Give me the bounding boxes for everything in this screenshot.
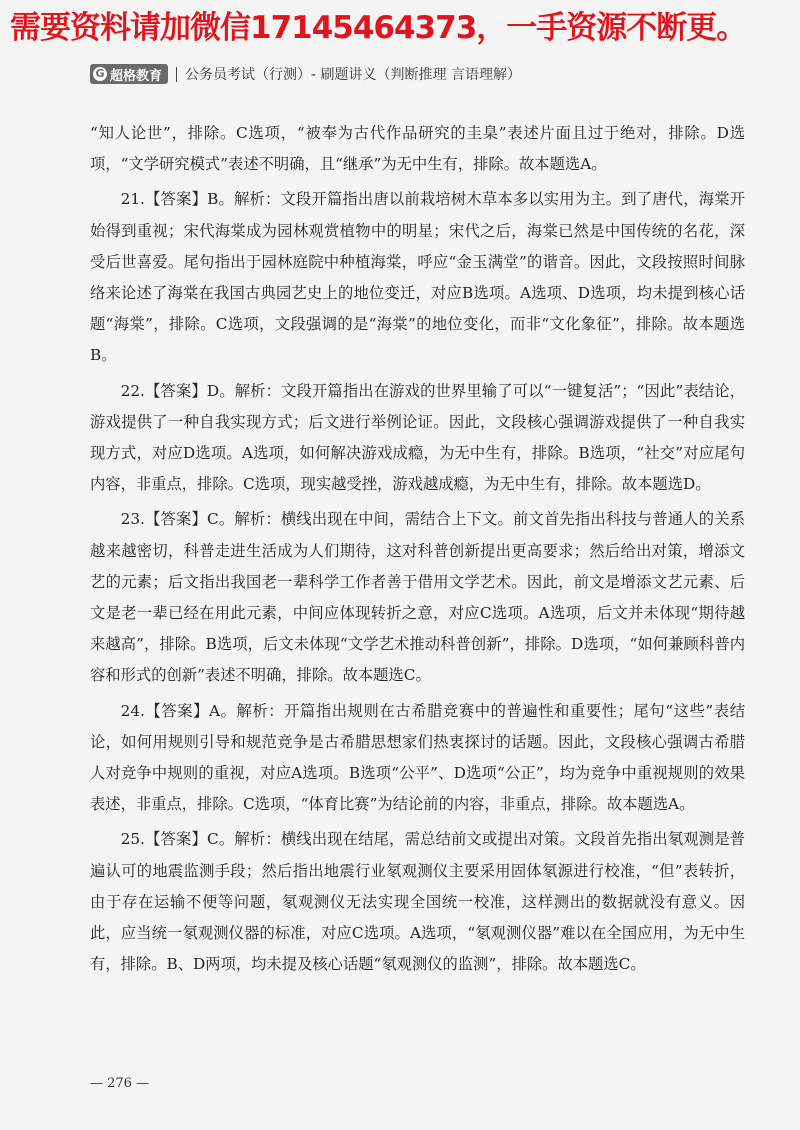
answer-23: 23.【答案】C。解析：横线出现在中间，需结合上下文。前文首先指出科技与普通人的关系越来越密切，科普走进生活成为人们期待，这对科普创新提出更高要求；然后给出对策，增添文艺的元素；后文指出我国老一辈科学工作者善于借用文学艺术。因此，前文是增添文艺元素、后文是老一辈已经在用此元素，中间应体现转折之意，对应C选项。A选项，后文并未体现“期待越来越高”，排除。B选项，后文未体现“文学艺术推动科普创新”，排除。D选项，“如何兼顾科普内容和形式的创新”表述不明确，排除。故本题选C。 — [90, 510, 745, 685]
paragraph-continuation: “知人论世”，排除。C选项，“被奉为古代作品研究的圭臬”表述片面且过于绝对，排除。D选项，“文学研究模式”表述不明确，且“继承”为无中生有，排除。故本题选A。 — [90, 124, 745, 174]
watermark-banner: 需要资料请加微信17145464373，一手资源不断更。 — [10, 10, 747, 46]
header-divider — [176, 67, 177, 82]
answer-25: 25.【答案】C。解析：横线出现在结尾，需总结前文或提出对策。文段首先指出氡观测是普遍认可的地震监测手段；然后指出地震行业氡观测仪主要采用固体氡源进行校准，“但”表转折，由于存在运输不便等问题，氡观测仪无法实现全国统一校准，这样测出的数据就没有意义。因此，应当统一氡观测仪器的标准，对应C选项。A选项，“氡观测仪器”难以在全国应用，为无中生有，排除。B、D两项，均未提及核心话题“氡观测仪的监测”，排除。故本题选C。 — [90, 830, 745, 974]
page-header — [90, 62, 521, 86]
answer-24: 24.【答案】A。解析：开篇指出规则在古希腊竞赛中的普遍性和重要性；尾句“这些”表结论，如何用规则引导和规范竞争是古希腊思想家们热衷探讨的话题。因此，文段核心强调古希腊人对竞争中规则的重视，对应A选项。B选项“公平”、D选项“公正”，均为竞争中重视规则的效果表述，非重点，排除。C选项，“体育比赛”为结论前的内容，非重点，排除。故本题选A。 — [90, 701, 745, 814]
publisher-logo — [90, 64, 168, 84]
header-title: 公务员考试（行测）- 刷题讲义（判断推理 言语理解） — [185, 67, 521, 83]
logo-text: 超格教育 — [110, 68, 163, 84]
page-body — [90, 118, 745, 984]
logo-icon: G — [93, 67, 107, 81]
answer-22: 22.【答案】D。解析：文段开篇指出在游戏的世界里输了可以“一键复活”；“因此”表结论，游戏提供了一种自我实现方式；后文进行举例论证。因此，文段核心强调游戏提供了一种自我实现方式，对应D选项。A选项，如何解决游戏成瘾，为无中生有，排除。B选项，“社交”对应尾句内容，非重点，排除。C选项，现实越受挫，游戏越成瘾，为无中生有，排除。故本题选D。 — [90, 381, 745, 494]
answer-21: 21.【答案】B。解析：文段开篇指出唐以前栽培树木草本多以实用为主。到了唐代，海棠开始得到重视；宋代海棠成为园林观赏植物中的明星；宋代之后，海棠已然是中国传统的名花，深受后世喜爱。尾句指出于园林庭院中种植海棠，呼应“金玉满堂”的谐音。因此，文段按照时间脉络来论述了海棠在我国古典园艺史上的地位变迁，对应B选项。A选项、D选项，均未提到核心话题“海棠”，排除。C选项，文段强调的是“海棠”的地位变化，而非“文化象征”，排除。故本题选B。 — [90, 190, 745, 365]
page-number: — 276 — — [90, 1076, 150, 1091]
